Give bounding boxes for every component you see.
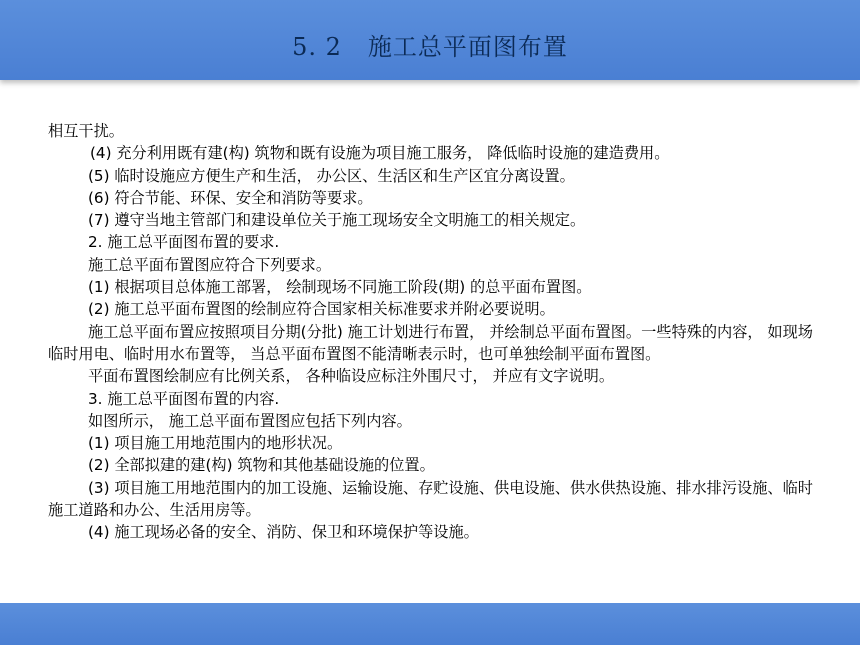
slide-title: 5. 2 施工总平面图布置 (292, 33, 568, 61)
text-line: 施工总平面布置图应符合下列要求。 (88, 255, 331, 274)
text-line: (2) 施工总平面布置图的绘制应符合国家相关标准要求并附必要说明。 (88, 300, 555, 319)
text-line: 如图所示， 施工总平面布置图应包括下列内容。 (88, 411, 412, 430)
text-line: 2. 施工总平面图布置的要求. (88, 233, 280, 252)
text-line: 平面布置图绘制应有比例关系， 各种临设应标注外围尺寸， 并应有文字说明。 (88, 367, 615, 386)
text-line: (7) 遵守当地主管部门和建设单位关于施工现场安全文明施工的相关规定。 (88, 211, 586, 230)
text-line: (4) 充分利用既有建(构) 筑物和既有设施为项目施工服务， 降低临时设施的建造费用。 (90, 144, 670, 163)
text-paragraph: 施工总平面布置应按照项目分期(分批) 施工计划进行布置， 并绘制总平面布置图。一些特殊的内容， 如现场临时用电、临时用水布置等， 当总平面布置图不能清晰表示时，也可单独绘制平面布置图。 (48, 322, 813, 363)
text-line: (1) 项目施工用地范围内的地形状况。 (88, 434, 343, 453)
text-line: (4) 施工现场必备的安全、消防、保卫和环境保护等设施。 (88, 523, 479, 542)
text-paragraph: (3) 项目施工用地范围内的加工设施、运输设施、存贮设施、供电设施、供水供热设施、排水排污设施、临时施工道路和办公、生活用房等。 (48, 478, 813, 520)
footer-bar (0, 603, 860, 645)
text-line: (6) 符合节能、环保、安全和消防等要求。 (88, 188, 373, 207)
text-line: 3. 施工总平面图布置的内容. (88, 389, 280, 408)
text-line: 相互干扰。 (48, 122, 124, 140)
text-line: (1) 根据项目总体施工部署， 绘制现场不同施工阶段(期) 的总平面布置图。 (88, 278, 592, 297)
title-bar (0, 0, 860, 80)
slide-body (48, 120, 818, 544)
text-line: (2) 全部拟建的建(构) 筑物和其他基础设施的位置。 (88, 456, 435, 475)
text-line: (5) 临时设施应方便生产和生活， 办公区、生活区和生产区宜分离设置。 (88, 166, 575, 185)
